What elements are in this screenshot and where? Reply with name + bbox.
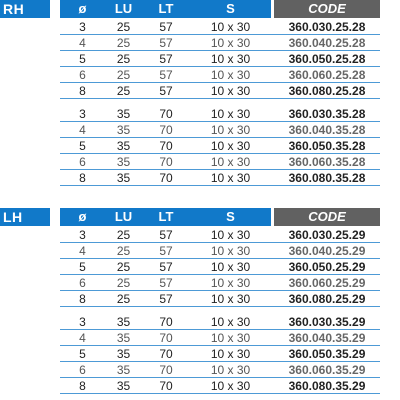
cell-s: 10 x 30 bbox=[210, 276, 251, 290]
cell-diameter: 3 bbox=[79, 228, 86, 242]
table-row bbox=[60, 362, 380, 378]
table-row bbox=[60, 243, 380, 259]
table-row bbox=[60, 67, 380, 83]
cell-s: 10 x 30 bbox=[210, 36, 251, 50]
table-row bbox=[60, 291, 380, 307]
table-row bbox=[60, 346, 380, 362]
cell-s: 10 x 30 bbox=[210, 139, 251, 153]
cell-lu: 25 bbox=[116, 228, 131, 242]
cell-diameter: 8 bbox=[79, 292, 86, 306]
column-header-code: CODE bbox=[274, 0, 380, 18]
cell-code: 360.040.35.29 bbox=[288, 331, 366, 345]
column-header-lt: LT bbox=[158, 1, 174, 16]
cell-lt: 57 bbox=[159, 20, 173, 34]
cell-lt: 70 bbox=[159, 363, 173, 377]
cell-lt: 57 bbox=[159, 84, 173, 98]
cell-lt: 70 bbox=[159, 123, 173, 137]
cell-lu: 35 bbox=[116, 123, 131, 137]
cell-lt: 57 bbox=[159, 36, 173, 50]
cell-s: 10 x 30 bbox=[210, 107, 251, 121]
cell-s: 10 x 30 bbox=[210, 315, 251, 329]
cell-code: 360.030.25.28 bbox=[288, 20, 366, 34]
cell-s: 10 x 30 bbox=[210, 171, 251, 185]
table-row bbox=[60, 19, 380, 35]
rh-section bbox=[0, 0, 400, 185]
cell-lt: 57 bbox=[159, 292, 173, 306]
cell-code: 360.080.35.29 bbox=[288, 379, 366, 393]
cell-diameter: 5 bbox=[79, 260, 86, 274]
cell-code: 360.050.25.28 bbox=[288, 52, 366, 66]
cell-diameter: 6 bbox=[79, 276, 86, 290]
cell-diameter: 5 bbox=[79, 139, 86, 153]
cell-code: 360.080.35.28 bbox=[288, 171, 366, 185]
cell-diameter: 8 bbox=[79, 379, 86, 393]
cell-s: 10 x 30 bbox=[210, 20, 251, 34]
cell-code: 360.060.35.28 bbox=[288, 155, 366, 169]
cell-code: 360.030.35.28 bbox=[288, 107, 366, 121]
cell-lu: 35 bbox=[116, 107, 131, 121]
cell-diameter: 6 bbox=[79, 363, 86, 377]
cell-diameter: 6 bbox=[79, 155, 86, 169]
cell-s: 10 x 30 bbox=[210, 84, 251, 98]
cell-lt: 70 bbox=[159, 379, 173, 393]
cell-lu: 25 bbox=[116, 260, 131, 274]
rh-tag: RH bbox=[0, 0, 50, 18]
cell-diameter: 4 bbox=[79, 36, 86, 50]
cell-lt: 57 bbox=[159, 276, 173, 290]
cell-code: 360.080.25.29 bbox=[288, 292, 366, 306]
table-row bbox=[60, 35, 380, 51]
cell-s: 10 x 30 bbox=[210, 155, 251, 169]
cell-lu: 35 bbox=[116, 155, 131, 169]
cell-code: 360.050.35.28 bbox=[288, 139, 366, 153]
cell-s: 10 x 30 bbox=[210, 52, 251, 66]
cell-s: 10 x 30 bbox=[210, 379, 251, 393]
lh-header-row bbox=[0, 208, 400, 226]
column-header-lu: LU bbox=[114, 209, 133, 224]
cell-diameter: 3 bbox=[79, 315, 86, 329]
cell-diameter: 3 bbox=[79, 20, 86, 34]
table-row bbox=[60, 122, 380, 138]
rh-header-row bbox=[0, 0, 400, 18]
cell-code: 360.050.35.29 bbox=[288, 347, 366, 361]
cell-lu: 25 bbox=[116, 244, 131, 258]
column-header-s: S bbox=[226, 1, 235, 16]
column-header-lt: LT bbox=[158, 209, 174, 224]
cell-lu: 25 bbox=[116, 84, 131, 98]
cell-lu: 35 bbox=[116, 315, 131, 329]
cell-code: 360.080.25.28 bbox=[288, 84, 366, 98]
cell-lt: 70 bbox=[159, 139, 173, 153]
cell-lu: 35 bbox=[116, 347, 131, 361]
cell-lu: 25 bbox=[116, 276, 131, 290]
cell-lt: 70 bbox=[159, 171, 173, 185]
lh-tag: LH bbox=[0, 208, 50, 226]
cell-lt: 70 bbox=[159, 107, 173, 121]
cell-s: 10 x 30 bbox=[210, 331, 251, 345]
table-row bbox=[60, 275, 380, 291]
table-row bbox=[60, 106, 380, 122]
cell-lt: 70 bbox=[159, 347, 173, 361]
table-row bbox=[60, 170, 380, 186]
cell-diameter: 4 bbox=[79, 123, 86, 137]
cell-code: 360.040.25.29 bbox=[288, 244, 366, 258]
cell-diameter: 4 bbox=[79, 331, 86, 345]
cell-lt: 57 bbox=[159, 52, 173, 66]
cell-lt: 57 bbox=[159, 228, 173, 242]
cell-s: 10 x 30 bbox=[210, 363, 251, 377]
cell-code: 360.030.35.29 bbox=[288, 315, 366, 329]
cell-code: 360.060.25.28 bbox=[288, 68, 366, 82]
cell-s: 10 x 30 bbox=[210, 68, 251, 82]
cell-s: 10 x 30 bbox=[210, 244, 251, 258]
cell-s: 10 x 30 bbox=[210, 123, 251, 137]
lh-section bbox=[0, 208, 400, 393]
cell-code: 360.040.25.28 bbox=[288, 36, 366, 50]
cell-diameter: 4 bbox=[79, 244, 86, 258]
cell-lt: 70 bbox=[159, 155, 173, 169]
table-row bbox=[60, 259, 380, 275]
cell-lt: 70 bbox=[159, 315, 173, 329]
cell-lt: 70 bbox=[159, 331, 173, 345]
cell-lu: 35 bbox=[116, 379, 131, 393]
cell-lt: 57 bbox=[159, 244, 173, 258]
cell-diameter: 8 bbox=[79, 171, 86, 185]
cell-lu: 25 bbox=[116, 52, 131, 66]
cell-diameter: 3 bbox=[79, 107, 86, 121]
cell-diameter: 5 bbox=[79, 347, 86, 361]
table-row bbox=[60, 154, 380, 170]
cell-lt: 57 bbox=[159, 68, 173, 82]
column-header-lu: LU bbox=[114, 1, 133, 16]
column-header-diameter: ø bbox=[78, 1, 87, 16]
cell-code: 360.030.25.29 bbox=[288, 228, 366, 242]
table-row bbox=[60, 83, 380, 99]
cell-code: 360.050.25.29 bbox=[288, 260, 366, 274]
table-row bbox=[60, 314, 380, 330]
cell-lu: 25 bbox=[116, 292, 131, 306]
cell-lu: 25 bbox=[116, 20, 131, 34]
table-row bbox=[60, 138, 380, 154]
cell-lt: 57 bbox=[159, 260, 173, 274]
cell-lu: 35 bbox=[116, 139, 131, 153]
column-header-code: CODE bbox=[274, 208, 380, 226]
column-header-diameter: ø bbox=[78, 209, 87, 224]
table-row bbox=[60, 330, 380, 346]
cell-lu: 25 bbox=[116, 36, 131, 50]
cell-code: 360.060.35.29 bbox=[288, 363, 366, 377]
cell-lu: 35 bbox=[116, 331, 131, 345]
cell-lu: 35 bbox=[116, 363, 131, 377]
table-row bbox=[60, 227, 380, 243]
cell-diameter: 6 bbox=[79, 68, 86, 82]
cell-code: 360.040.35.28 bbox=[288, 123, 366, 137]
column-header-s: S bbox=[226, 209, 235, 224]
cell-lu: 25 bbox=[116, 68, 131, 82]
cell-code: 360.060.25.29 bbox=[288, 276, 366, 290]
cell-diameter: 5 bbox=[79, 52, 86, 66]
cell-diameter: 8 bbox=[79, 84, 86, 98]
cell-lu: 35 bbox=[116, 171, 131, 185]
cell-s: 10 x 30 bbox=[210, 347, 251, 361]
table-row bbox=[60, 51, 380, 67]
table-row bbox=[60, 378, 380, 394]
cell-s: 10 x 30 bbox=[210, 292, 251, 306]
cell-s: 10 x 30 bbox=[210, 260, 251, 274]
cell-s: 10 x 30 bbox=[210, 228, 251, 242]
